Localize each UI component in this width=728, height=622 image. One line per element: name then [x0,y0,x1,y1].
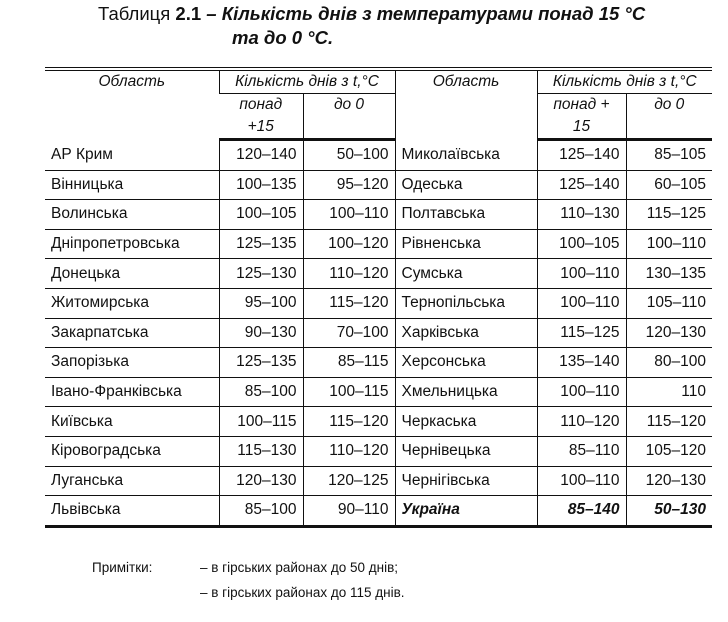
table-row [45,407,712,437]
region-name: Черкаська [395,407,537,437]
table-row [45,200,712,230]
subheader-above-left: понад +15 [219,94,303,140]
days-above-15: 85–100 [219,377,303,407]
table-row [45,318,712,348]
days-above-15: 100–105 [537,229,626,259]
temperature-days-table [45,67,712,528]
table-row [45,229,712,259]
region-name: Полтавська [395,200,537,230]
header-row [45,69,712,94]
days-below-0: 130–135 [626,259,712,289]
days-below-0: 115–125 [626,200,712,230]
days-above-15: 125–140 [537,140,626,171]
days-below-0: 80–100 [626,348,712,378]
subheader-below-left: до 0 [303,94,395,140]
region-name: Донецька [45,259,219,289]
days-below-0: 95–120 [303,170,395,200]
table-row [45,140,712,171]
days-above-15: 100–135 [219,170,303,200]
days-above-15: 100–110 [537,377,626,407]
note-1: – в гірських районах до 50 днів; [200,560,399,575]
days-above-15: 100–115 [219,407,303,437]
days-above-15: 115–130 [219,436,303,466]
table-row [45,348,712,378]
header-region-right: Область [395,69,537,140]
table-row [45,466,712,496]
region-name: Чернігівська [395,466,537,496]
region-name: Хмельницька [395,377,537,407]
days-above-15: 125–135 [219,348,303,378]
days-below-0: 85–115 [303,348,395,378]
days-below-0: 100–110 [626,229,712,259]
table-label: Таблиця [98,3,171,24]
days-above-15: 125–140 [537,170,626,200]
subheader-above-right: понад + 15 [537,94,626,140]
days-above-15: 135–140 [537,348,626,378]
days-above-15: 120–140 [219,140,303,171]
days-below-0: 50–100 [303,140,395,171]
days-below-0: 100–115 [303,377,395,407]
days-below-0: 110–120 [303,436,395,466]
header-days-group-right: Кількість днів з t,°С [537,69,712,94]
days-below-0: 85–105 [626,140,712,171]
days-below-0: 120–130 [626,318,712,348]
days-above-15: 110–120 [537,407,626,437]
region-name: АР Крим [45,140,219,171]
days-above-15: 100–110 [537,466,626,496]
region-name: Львівська [45,496,219,527]
table-title-line-1 [98,2,645,26]
days-above-15: 85–110 [537,436,626,466]
days-below-0: 115–120 [626,407,712,437]
days-above-15: 85–100 [219,496,303,527]
region-name: Одеська [395,170,537,200]
days-below-0: 100–110 [303,200,395,230]
days-below-0: 60–105 [626,170,712,200]
table-row [45,377,712,407]
days-below-0: 100–120 [303,229,395,259]
table-caption: – Кількість днів з температурами понад 15 °С [206,3,646,24]
days-below-0: 70–100 [303,318,395,348]
table-row [45,259,712,289]
days-above-15: 100–105 [219,200,303,230]
days-above-15: 125–130 [219,259,303,289]
days-below-0: 90–110 [303,496,395,527]
region-name: Херсонська [395,348,537,378]
note-2: – в гірських районах до 115 днів. [200,585,405,600]
region-name: Сумська [395,259,537,289]
region-name: Вінницька [45,170,219,200]
notes-label: Примітки: [92,560,153,575]
table-number: 2.1 [175,3,202,24]
region-name: Кіровоградська [45,436,219,466]
region-name: Волинська [45,200,219,230]
table-body [45,140,712,527]
region-name: Луганська [45,466,219,496]
days-above-15: 110–130 [537,200,626,230]
header-region-left: Область [45,69,219,140]
region-name: Івано-Франківська [45,377,219,407]
days-above-15: 100–110 [537,259,626,289]
days-below-0: 120–130 [626,466,712,496]
region-name: Чернівецька [395,436,537,466]
table-row [45,436,712,466]
subheader-below-right: до 0 [626,94,712,140]
region-name: Тернопільська [395,288,537,318]
region-name: Закарпатська [45,318,219,348]
days-below-0: 115–120 [303,407,395,437]
region-name: Житомирська [45,288,219,318]
days-below-0: 115–120 [303,288,395,318]
days-below-0: 110–120 [303,259,395,289]
region-name: Миколаївська [395,140,537,171]
header-days-group-left: Кількість днів з t,°С [219,69,395,94]
region-name: Харківська [395,318,537,348]
days-below-0: 105–120 [626,436,712,466]
days-below-0: 50–130 [626,496,712,527]
days-above-15: 100–110 [537,288,626,318]
region-name: Рівненська [395,229,537,259]
table-caption-line-2: та до 0 °С. [232,27,334,48]
days-above-15: 120–130 [219,466,303,496]
region-name: Запорізька [45,348,219,378]
region-name: Україна [395,496,537,527]
days-above-15: 90–130 [219,318,303,348]
days-above-15: 95–100 [219,288,303,318]
table-row [45,496,712,527]
region-name: Дніпропетровська [45,229,219,259]
days-below-0: 110 [626,377,712,407]
days-below-0: 105–110 [626,288,712,318]
days-below-0: 120–125 [303,466,395,496]
region-name: Київська [45,407,219,437]
table-row [45,288,712,318]
days-above-15: 85–140 [537,496,626,527]
days-above-15: 125–135 [219,229,303,259]
days-above-15: 115–125 [537,318,626,348]
table-row [45,170,712,200]
